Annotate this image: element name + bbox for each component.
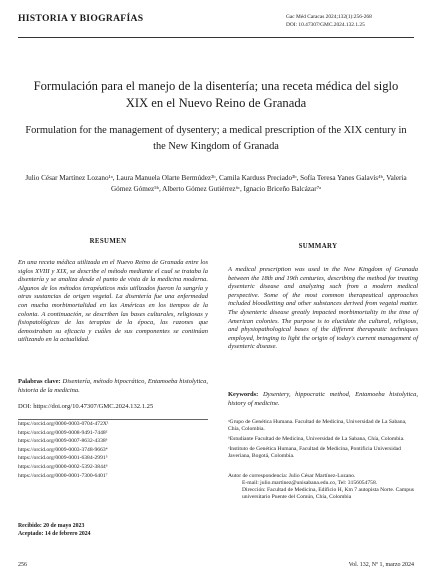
author-list: Julio César Martínez Lozano¹ᵃ, Laura Manuela Olarte Bermúdez²ᵇ, Camila Karduss Preciado³ᵇ, Sofía Teresa Yanes Galavís⁴ᵇ, Valeria Gómez Gómez⁵ᵇ, Alberto Gómez Gutiérrez⁶ᶜ, Ignacio Briceño Balcázar⁷ᵃ: [25, 174, 407, 193]
correspondence: [228, 473, 418, 501]
affiliation-item: ᵃGrupo de Genética Humana. Facultad de Medicina, Universidad de La Sabana, Chía, Colombia.: [228, 419, 407, 433]
article-doi-link[interactable]: DOI: https://doi.org/10.47307/GMC.2024.132.1.25: [18, 403, 154, 410]
summary-body: A medical prescription was used in the New Kingdom of Granada between the 18th and 19th centuries, describing the method for treating dysenteric disease and analyzing such from a modern medical perspective. Some of the most common therapeutical approaches included bloodletting and other substances derived from vegetal matter. The dysenteric disease greatly impacted morbimortality in the time of American colonies. The purpose is to elucidate the cultural, religious, and physiopathological bases of the different therapeutic techniques employed, bringing to light the origin of today's current management of dysenteric disease.: [228, 266, 418, 351]
summary-heading: SUMMARY: [298, 243, 338, 250]
journal-citation: Gac Méd Caracas 2024;132(1):256-268: [286, 14, 372, 20]
section-heading: HISTORIA Y BIOGRAFÍAS: [18, 13, 144, 24]
resumen-heading: RESUMEN: [89, 238, 127, 245]
orcid-link[interactable]: https://orcid.org/0009-0001-6384-2991⁵: [18, 455, 108, 462]
affiliation-item: ᶜInstituto de Genética Humana, Facultad de Medicina, Pontificia Universidad Javeriana, Bogotá, Colombia.: [228, 446, 401, 460]
correspondence-contact: E-mail: julio.martinez@unisabana.edu.co, Tel: 3156054758.: [242, 480, 378, 487]
orcid-link[interactable]: https://orcid.org/0000-0002-5392-3844⁶: [18, 463, 108, 470]
received-date: Recibido: 20 de mayo 2023: [18, 523, 85, 529]
palabras-clave-label: Palabras clave:: [18, 378, 61, 385]
correspondence-address: Dirección: Facultad de Medicina, Edificio H, Km 7 autopista Norte. Campus universitario Puente del Común, Chía, Colombia: [242, 487, 414, 501]
orcid-link[interactable]: https://orcid.org/0009-0007-8632-4338³: [18, 438, 108, 445]
journal-doi: DOI: 10.47307/GMC.2024.132.1.25: [286, 21, 365, 28]
orcid-link[interactable]: https://orcid.org/0000-0003-0704-472X¹: [18, 421, 109, 427]
header-rule: [18, 37, 414, 38]
orcid-link[interactable]: https://orcid.org/0009-0008-9491-7448²: [18, 429, 108, 436]
keywords-label: Keywords:: [228, 391, 259, 398]
correspondence-author: Autor de correspondencia: Julio César Martínez-Lozano.: [228, 473, 356, 479]
dates: [18, 523, 91, 538]
palabras-clave-text: Disentería, método hipocrático, Entamoeba histolytica, historia de la medicina.: [18, 378, 209, 394]
palabras-clave: [18, 378, 208, 395]
orcid-link[interactable]: https://orcid.org/0009-0003-3748-9663⁴: [18, 446, 108, 453]
title-english: Formulation for the management of dysentery; a medical prescription of the XIX century in the New Kingdom of Granada: [25, 125, 407, 152]
keywords-text: Dysentery, hippocratic method, Entamoeba histolytica, history of medicine.: [228, 391, 419, 407]
affiliations: [228, 419, 418, 463]
affiliation-item: ᵇEstudiante Facultad de Medicina, Universidad de La Sabana, Chía, Colombia.: [228, 436, 405, 443]
volume-info: Vol. 132, Nº 1, marzo 2024: [348, 562, 414, 568]
orcid-list: [18, 420, 208, 480]
journal-info: [286, 14, 414, 29]
resumen-body: En una receta médica utilizada en el Nuevo Reino de Granada entre los siglos XVIII y XIX, se describe el método mediante el cual se trataba la disentería y se analiza desde el punto de vista de la medicina moderna. Algunos de los métodos terapéuticos más utilizados fueron la sangría y otras sustancias de origen vegetal. La disentería fue una enfermedad con mucha morbimortalidad en las Américas en los tiempos de la colonia. A continuación, se describen las bases culturales, religiosas y fisiopatológicas de las terapias de la época, las razones que demostraban su eficacia y cuáles de sus componentes se continúan utilizando en la actualidad.: [18, 259, 208, 344]
page-number: 256: [18, 562, 27, 568]
accepted-date: Aceptado: 14 de febrero 2024: [18, 530, 91, 537]
title-spanish: Formulación para el manejo de la disentería; una receta médica del siglo XIX en el Nuevo Reino de Granada: [33, 79, 399, 110]
orcid-link[interactable]: https://orcid.org/0000-0001-7300-6401⁷: [18, 472, 108, 479]
keywords: [228, 391, 418, 408]
